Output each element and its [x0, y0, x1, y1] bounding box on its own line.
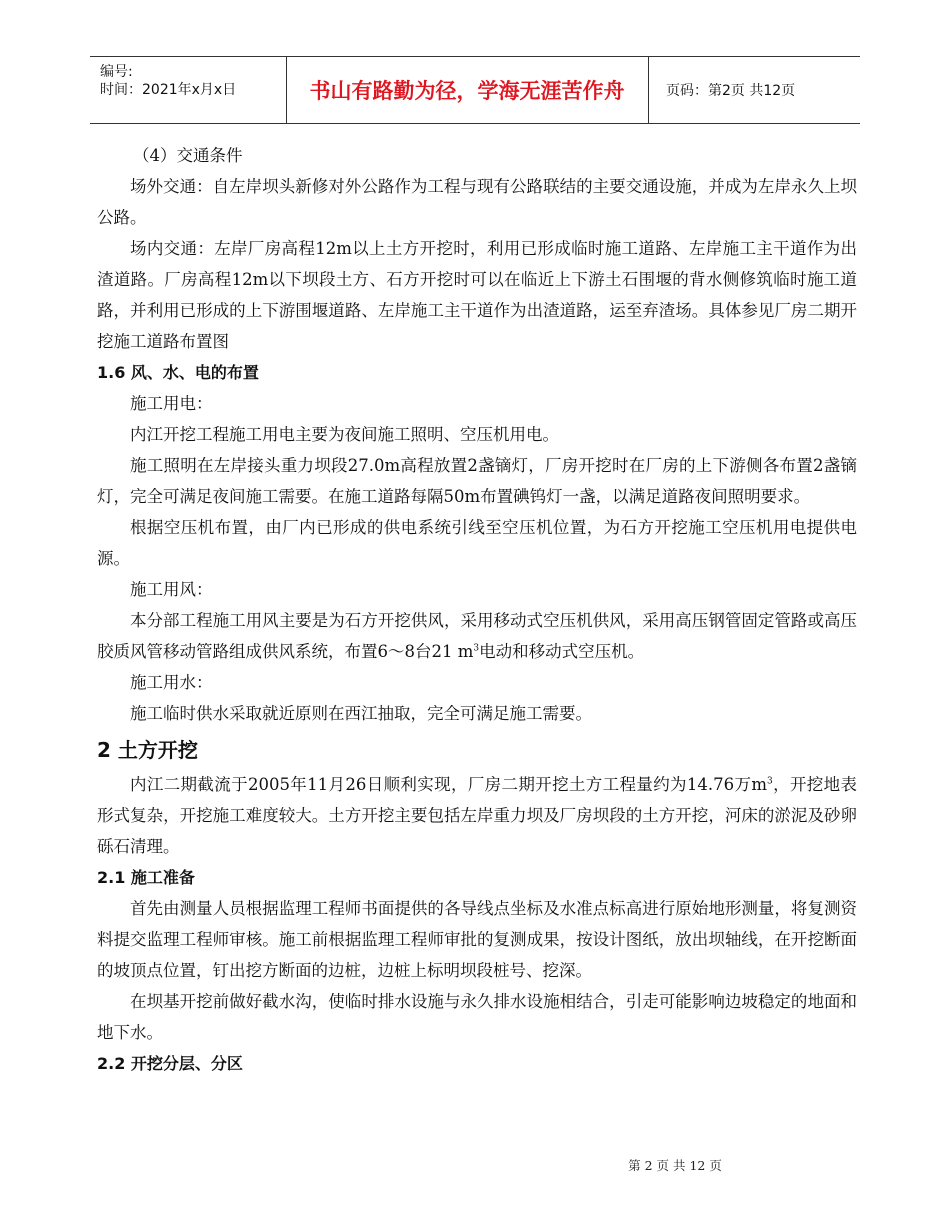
water-label: 施工用水： [130, 673, 213, 692]
paragraph-prep-2: 在坝基开挖前做好截水沟，使临时排水设施与永久排水设施相结合，引走可能影响边坡稳定的地面和地下水。 [97, 992, 857, 1042]
header-meta-cell [90, 57, 287, 123]
header-page-label: 页码：第2页 共12页 [666, 83, 796, 99]
paragraph-power-2: 施工照明在左岸接头重力坝段27.0m高程放置2盏镝灯，厂房开挖时在厂房的上下游侧各布置2盏镝灯，完全可满足夜间施工需要。在施工道路每隔50m布置碘钨灯一盏，以满足道路夜间照明要求。 [97, 456, 857, 506]
earth-superscript: 3 [767, 776, 773, 787]
air-text-a: 本分部工程施工用风主要是为石方开挖供风，采用移动式空压机供风，采用高压钢管固定管路或高压胶质风管移动管路组成供风系统，布置6～8台21 m [97, 611, 857, 661]
air-superscript: 3 [473, 643, 480, 654]
paragraph-air-1 [97, 605, 857, 667]
traffic-heading: （4）交通条件 [133, 146, 243, 165]
header-motto: 书山有路勤为径，学海无涯苦作舟 [286, 57, 649, 123]
section-heading-2: 2 土方开挖 [97, 738, 198, 762]
paragraph-onsite-traffic: 场内交通：左岸厂房高程12m以上土方开挖时，利用已形成临时施工道路、左岸施工主干道作为出渣道路。厂房高程12m以下坝段土方、石方开挖时可以在临近上下游土石围堰的背水侧修筑临时施工道路，并利用已形成的上下游围堰道路、左岸施工主干道作为出渣道路，运至弃渣场。具体参见厂房二期开挖施工道路布置图 [97, 239, 857, 351]
paragraph-offsite-traffic: 场外交通：自左岸坝头新修对外公路作为工程与现有公路联结的主要交通设施，并成为左岸永久上坝公路。 [97, 177, 857, 227]
air-text-b: 电动和移动式空压机。 [479, 642, 645, 661]
section-heading-2-2: 2.2 开挖分层、分区 [97, 1054, 243, 1073]
header-page-number [658, 57, 858, 123]
earth-text-a: 内江二期截流于2005年11月26日顺利实现，厂房二期开挖土方工程量约为14.76万m [130, 775, 767, 794]
page-footer: 第 2 页 共 12 页 [628, 1158, 722, 1173]
section-heading-2-1: 2.1 施工准备 [97, 868, 195, 887]
document-number-label: 编号: [100, 64, 133, 80]
paragraph-water-1: 施工临时供水采取就近原则在西江抽取，完全可满足施工需要。 [130, 704, 592, 723]
document-body [97, 140, 857, 1079]
section-heading-1-6: 1.6 风、水、电的布置 [97, 363, 259, 382]
paragraph-power-3: 根据空压机布置，由厂内已形成的供电系统引线至空压机位置，为石方开挖施工空压机用电提供电源。 [97, 518, 857, 568]
paragraph-power-1: 内江开挖工程施工用电主要为夜间施工照明、空压机用电。 [130, 425, 559, 444]
earth-text-b: ，开挖地表形式复杂，开挖施工难度较大。土方开挖主要包括左岸重力坝及厂房坝段的土方开挖，河床的淤泥及砂卵砾石清理。 [97, 775, 857, 856]
air-label: 施工用风： [130, 580, 213, 599]
document-date-label: 时间：2021年x月x日 [100, 82, 237, 98]
page-header [90, 56, 860, 124]
paragraph-prep-1: 首先由测量人员根据监理工程师书面提供的各导线点坐标及水准点标高进行原始地形测量，将复测资料提交监理工程师审核。施工前根据监理工程师审批的复测成果，按设计图纸，放出坝轴线，在开挖断面的坡顶点位置，钉出挖方断面的边桩，边桩上标明坝段桩号、挖深。 [97, 899, 857, 980]
paragraph-earthwork-1 [97, 769, 857, 862]
power-label: 施工用电： [130, 394, 213, 413]
